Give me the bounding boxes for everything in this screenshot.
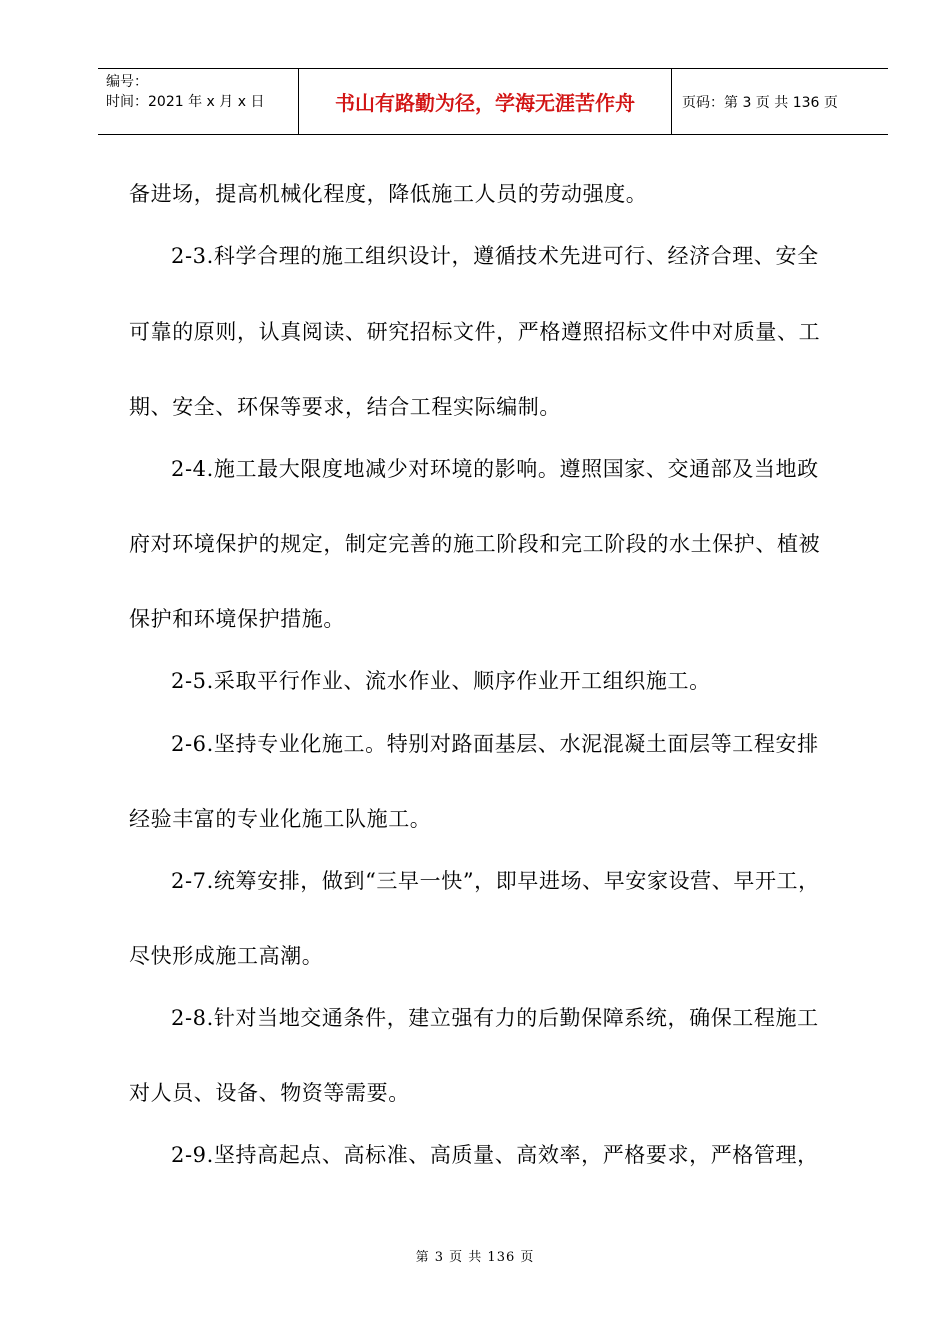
body-line: 2-8.针对当地交通条件，建立强有力的后勤保障系统，确保工程施工 [171,1006,819,1030]
body-line: 经验丰富的专业化施工队施工。 [129,807,432,831]
header-meta [98,69,299,134]
page-footer: 第 3 页 共 136 页 [415,1250,535,1265]
body-line: 保护和环境保护措施。 [129,607,345,631]
body-line: 2-9.坚持高起点、高标准、高质量、高效率，严格要求，严格管理， [171,1143,819,1167]
body-line: 尽快形成施工高潮。 [129,944,324,968]
header-page-info: 页码：第 3 页 共 136 页 [682,94,838,111]
time-label: 时间：2021 年 x 月 x 日 [106,94,265,110]
body-line: 府对环境保护的规定，制定完善的施工阶段和完工阶段的水土保护、植被 [129,532,821,556]
page-header [98,68,888,135]
number-label: 编号： [106,74,148,90]
body-line: 2-5.采取平行作业、流水作业、顺序作业开工组织施工。 [171,669,711,693]
header-motto: 书山有路勤为径，学海无涯苦作舟 [299,69,672,134]
body-line: 期、安全、环保等要求，结合工程实际编制。 [129,395,561,419]
body-line: 2-4.施工最大限度地减少对环境的影响。遵照国家、交通部及当地政 [171,457,819,481]
body-line: 备进场，提高机械化程度，降低施工人员的劳动强度。 [129,182,648,206]
body-line: 2-6.坚持专业化施工。特别对路面基层、水泥混凝土面层等工程安排 [171,732,819,756]
body-line: 对人员、设备、物资等需要。 [129,1081,410,1105]
body-line: 2-3.科学合理的施工组织设计，遵循技术先进可行、经济合理、安全 [171,244,819,268]
body-line: 可靠的原则，认真阅读、研究招标文件，严格遵照招标文件中对质量、工 [129,320,821,344]
body-line: 2-7.统筹安排，做到“三早一快”，即早进场、早安家设营、早开工， [171,869,820,893]
